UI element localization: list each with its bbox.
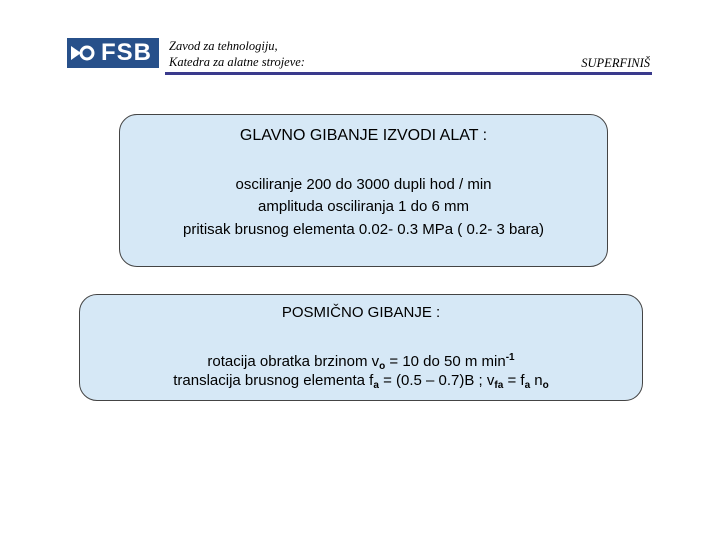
amplitude-line: amplituda osciliranja 1 do 6 mm (258, 198, 469, 215)
header-divider (165, 72, 652, 75)
department-name (169, 38, 305, 70)
translation-sub-a2: a (524, 380, 531, 391)
main-motion-box (119, 114, 608, 267)
department-line-2: Katedra za alatne strojeve: (169, 55, 305, 69)
section-title: SUPERFINIŠ (581, 56, 650, 70)
translation-sub-fa: fa (494, 380, 504, 391)
logo-text: FSB (97, 38, 159, 68)
feed-motion-box (79, 294, 643, 401)
main-motion-title: GLAVNO GIBANJE IZVODI ALAT : (239, 127, 488, 144)
pressure-line: pritisak brusnog elementa 0.02- 0.3 MPa ( 0.2- 3 bara) (182, 221, 545, 238)
translation-range: = (0.5 – 0.7)B ; v (378, 372, 495, 389)
rotation-text: rotacija obratka brzinom v (207, 353, 380, 370)
fsb-logo (67, 38, 159, 68)
translation-eq: = f (503, 372, 525, 389)
translation-text: translacija brusnog elementa f (173, 372, 374, 389)
slide-header (0, 0, 720, 80)
department-line-1: Zavod za tehnologiju, (169, 39, 278, 53)
translation-line (80, 371, 642, 396)
rotation-sup: -1 (505, 352, 515, 363)
translation-sub-a: a (373, 380, 379, 391)
feed-motion-title: POSMIČNO GIBANJE : (281, 304, 441, 321)
rotation-range: = 10 do 50 m min (385, 353, 506, 370)
oscillation-line: osciliranje 200 do 3000 dupli hod / min (235, 176, 492, 193)
fsb-logo-icon (67, 38, 97, 68)
rotation-sub: o (379, 361, 386, 372)
translation-n: n (530, 372, 543, 389)
translation-sub-o: o (542, 380, 549, 391)
